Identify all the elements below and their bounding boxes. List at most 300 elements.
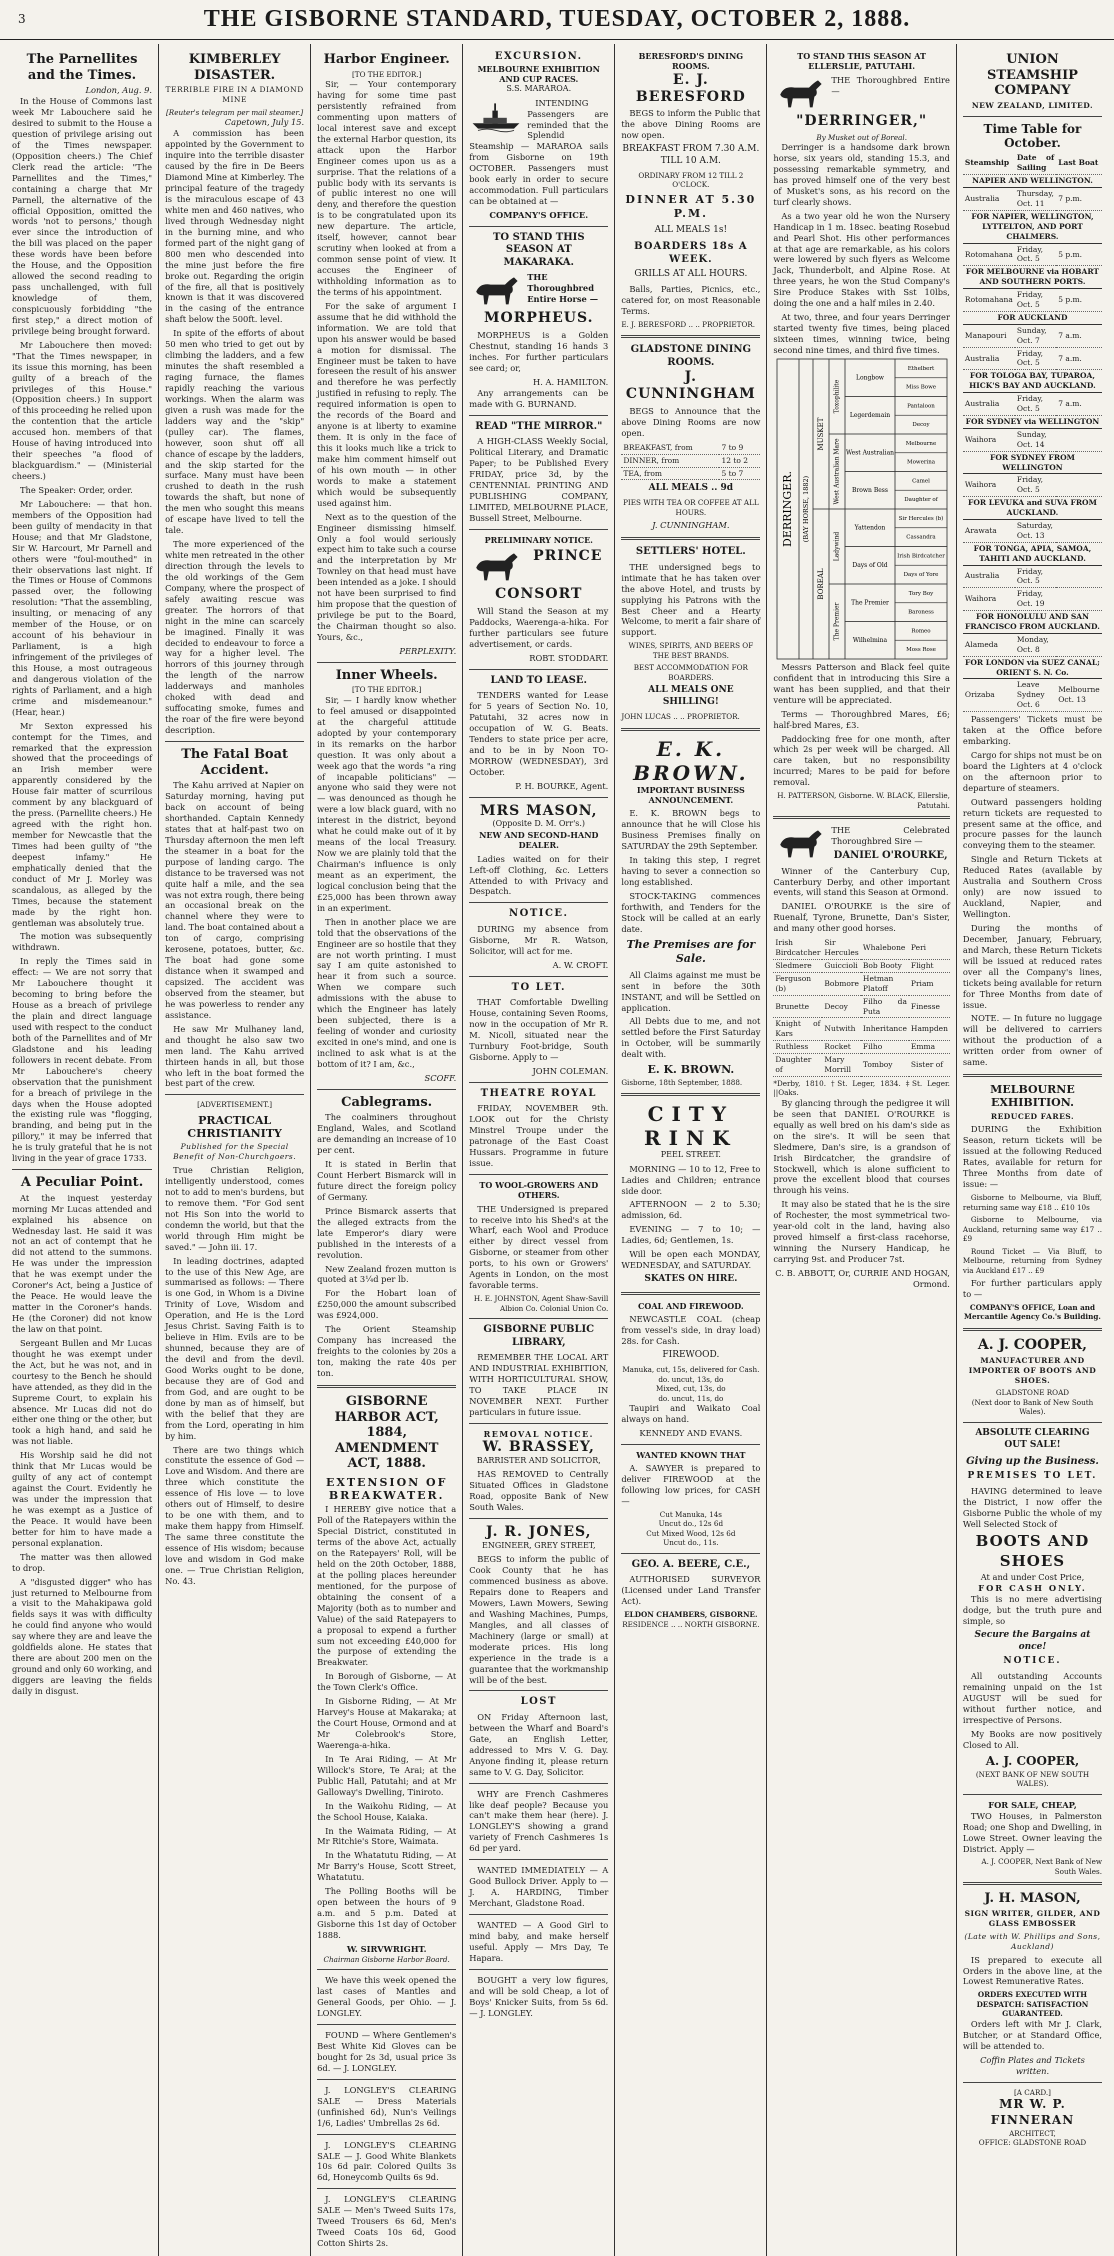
classified-ad: WHY are French Cashmeres like deaf people? Because you can't make them hear (here). J. LONGLEY'S showing a grand variety of French Cashmeres 1s 6d per yard. [469,1788,609,1854]
timetable-route-row [963,542,1102,565]
timetable-route: FOR NAPIER, WELLINGTON, LYTTELTON, AND PORT CHALMERS. [963,210,1102,243]
divider [621,728,760,731]
pedigree-chart-derringer [773,359,950,659]
divider [621,1093,760,1096]
ad-signature: C. B. ABBOTT, Or, CURRIE AND HOGAN, Ormond. [775,1267,950,1289]
pedigree-ancestor: Baroness [907,609,934,616]
ad-paragraph: AFTERNOON — 2 to 5.30; admission, 6d. [621,1199,761,1221]
article-paragraph: It is stated in Berlin that Count Herbert Bismarck will in future direct the foreign policy of Germany. [317,1159,457,1202]
ad-heading: COAL AND FIREWOOD. [637,1300,744,1311]
timetable-row [963,565,1102,588]
timetable-heading: Time Table for October. [983,121,1082,151]
ad-heading: J. R. JONES, [486,1524,592,1541]
ad-subheading: REDUCED FARES. [990,1111,1075,1121]
ad-subheading: BARRISTER AND SOLICITOR, [476,1455,601,1465]
pedigree-cell: Filho [861,1041,909,1054]
ad-paragraph: It may also be stated that he is the sire of Rochester, the most symmetrical two-year-old colt in the land, having also proved himself a first-class racehorse, winning the Nursery Handicap, he carrying 9st. and Producer 7st. [773,1199,950,1265]
pedigree-cell: Sister of [909,1054,950,1077]
timetable-cell: Arawata [963,519,1015,542]
divider [469,1914,608,1915]
classified-ad: FOUND — Where Gentlemen's Best White Kid Gloves can be bought for 2s 3d, usual price 3s 6d. — J. LONGLEY. [317,2030,457,2073]
ad-lead: THE Thoroughbred Entire — [831,74,950,96]
divider [12,1169,152,1170]
pedigree-cell: Hetman Platoff [861,972,909,995]
article-heading-peculiar-point: A Peculiar Point. [20,1175,144,1191]
ad-paragraph: In taking this step, I regret having to sever a connection so long established. [621,855,761,888]
divider [963,1882,1102,1885]
article-paragraph: At the inquest yesterday morning Mr Lucas attended and explained his absence on Wednesday last. He said it was not an act of contempt that he did not attend to the summons. He was under the impression that he was exempt under the Coroner's Act, being a Justice of the Peace. He would leave the matter in the Coroner's hands. He (the Coroner) did not know the law on that point. [12,1192,153,1334]
divider [963,116,1102,117]
meal-times-table [621,442,760,481]
timetable-cell: Friday, Oct. 5 [1015,565,1056,588]
ad-line: PIES WITH TEA OR COFFEE AT ALL HOURS. [623,498,759,517]
pedigree-row [773,1041,950,1054]
divider [469,226,608,227]
pedigree-ancestor: Longbow [855,374,884,382]
pedigree-cell: Knight of Kars [773,1018,822,1041]
timetable-row [963,474,1102,497]
column-5 [614,44,766,2256]
pedigree-ancestor: Tory Boy [908,590,933,597]
pedigree-ancestor: Daughter of [903,497,938,504]
ad-line: The Premises are for Sale. [626,937,756,966]
pedigree-ancestor: Irish Birdcatcher [896,553,945,560]
timetable-route-row [963,370,1102,393]
ad-paragraph: TENDERS wanted for Lease for 5 years of Section No. 10, Patutahi, 32 acres now in occupation of W. G. Beats. Tenders to state price per acre, and to be in by Noon TO-MORROW (WEDNESDAY), 3rd October. [469,690,609,777]
ad-signature: KENNEDY AND EVANS. [639,1427,743,1438]
divider [317,2079,456,2080]
ad-signature: A. J. COOPER, [985,1753,1080,1768]
meal-time-cell: 5 to 7 [719,467,760,480]
pedigree-cell: Bob Booty [861,959,909,972]
ad-paragraph: Will Stand the Season at my Paddocks, Waerenga-a-hika. For further particulars see future advertisement, or cards. [469,606,609,649]
ad-paragraph: All outstanding Accounts remaining unpaid on the 1st AUGUST will be sued for without further notice, and irrespective of Persons. [962,1671,1102,1726]
pedigree-row [773,959,950,972]
article-paragraph: For the Hobart loan of £250,000 the amount subscribed was £924,000. [317,1288,457,1321]
ad-paragraph: MORNING — 10 to 12, Free to Ladies and Children; entrance side door. [621,1163,761,1196]
timetable-cell: Rotomahana [963,243,1015,266]
meal-time-cell: TEA, from [621,467,719,480]
article-paragraph: Prince Bismarck asserts that the alleged extracts from the late Emperor's diary were published in the interests of a revolution. [317,1205,457,1260]
timetable-cell: Sunday, Oct. 14 [1015,428,1056,451]
ad-paragraph: EVENING — 7 to 10; — Ladies, 6d; Gentlemen, 1s. [621,1224,761,1246]
ad-paragraph: Winner of the Canterbury Cup, Canterbury Derby, and other important events, will stand this Season at Ormond. [773,865,950,898]
article-paragraph: The motion was subsequently withdrawn. [12,931,153,953]
ad-paragraph: MORPHEUS is a Golden Chestnut, standing 16 hands 3 inches. For further particulars see card; or, [469,330,609,374]
ad-line: ORDERS EXECUTED WITH DESPATCH: SATISFACTION GUARANTEED. [976,1990,1089,2019]
divider [621,537,760,540]
ship-icon [469,98,523,134]
pedigree-row [773,995,950,1018]
ad-paragraph: Messrs Patterson and Black feel quite confident that in introducing this Sire a want has been supplied, and that their venture will be appreciated. [773,661,950,705]
ad-line: BOARDERS 18s A WEEK. [634,240,748,266]
ad-subheading: (Opposite D. M. Orr's.) [492,819,586,829]
timetable-cell: 7 a.m. [1056,347,1102,370]
ad-paragraph: Cargo for ships not must be on board the Lighters at 4 o'clock on the afternoon prior to departure of steamers. [962,749,1102,793]
timetable-row [963,679,1102,712]
timetable-header-cell: Date of Sailing [1015,152,1056,174]
pedigree-ancestor: Melbourne [905,440,936,447]
ad-paragraph: REMEMBER THE LOCAL ART AND INDUSTRIAL EXHIBITION, WITH HORTICULTURAL SHOW, TO TAKE PLACE IN NOVEMBER NEXT. Further particulars in future issue. [469,1352,609,1417]
classified-ad: J. LONGLEY'S CLEARING SALE — Men's Tweed Suits 17s, Tweed Trousers 6s 6d, Men's Tweed Coats 10s 6d, Good Cotton Shirts 2s. [317,2194,457,2249]
ad-heading: GISBORNE PUBLIC LIBRARY, [483,1324,595,1348]
divider [469,1518,608,1519]
ad-label: [A CARD.] [1013,2087,1051,2097]
timetable-route: FOR SYDNEY FROM WELLINGTON [963,451,1102,474]
ad-subheading: NEW AND SECOND-HAND DEALER. [479,829,599,851]
horse-icon [773,75,827,111]
timetable-route: FOR MELBOURNE via HOBART AND SOUTHERN PORTS. [963,266,1102,289]
ad-signature: A. J. COOPER, Next Bank of New South Wales. [981,1857,1102,1876]
ad-paragraph: Outward passengers holding return tickets are requested to present same at the office, and procure passes for the launch conveying them to the steamer. [962,796,1102,851]
column-2 [158,44,310,2256]
ad-line: ABSOLUTE CLEARING OUT SALE! [975,1427,1090,1450]
ad-line: DINNER AT 5.30 P.M. [625,192,757,221]
pedigree-sire: MUSKET [816,417,825,451]
ad-line: ORDINARY FROM 12 TILL 2 O'CLOCK. [638,170,744,190]
notice-signature: W. SIRVWRIGHT. [346,1943,427,1954]
article-heading-kimberley: KIMBERLEY DISASTER. [188,52,281,83]
ad-signature: J. CUNNINGHAM. [652,520,730,531]
timetable-cell: Friday, Oct. 5 [1015,474,1056,497]
timetable-cell: 7 p.m. [1056,188,1102,211]
ad-paragraph: Terms — Thoroughbred Mares, £6; half-bred Mares, £3. [773,708,950,730]
ad-ship-name: S.S. MARAROA. [506,84,572,94]
sawyer-price-list [621,1510,760,1548]
price-line: Manuka, cut, 15s, delivered for Cash. [622,1365,760,1375]
divider [621,335,760,338]
timetable-cell: Australia [963,565,1015,588]
timetable-route: FOR HONOLULU AND SAN FRANCISCO FROM AUCKLAND. [963,611,1102,634]
ad-signature: H. E. JOHNSTON, Agent Shaw-Savill Albion Co. Colonial Union Co. [473,1294,609,1313]
timetable-row [963,633,1102,656]
divider [963,1422,1102,1423]
article-paragraph: In spite of the efforts of about 50 men who tried to get out by climbing the ladders, and a few minutes the shaft resembled a raging furnace, the flames rapidly reaching the various workings. When the alarm was given a rush was made for the ladders way and the "skip" (pulley car). The flames, however, soon shut off all chance of escape by the ladders, and the skip started for the surface. Many must have been crushed to death in the rush towards the shaft, but none of the men who sought this means of escape have lived to tell the tale. [165,328,305,536]
price-line: Cut Manuka, 14s [659,1509,722,1519]
ad-paragraph: FRIDAY, NOVEMBER 9th. LOOK out for the Christy Minstrel Troupe under the patronage of the East Coast Hussars. Programme in future issue. [469,1103,609,1168]
ad-paragraph: All Debts due to me, and not settled before the First Saturday in October, will be summarily dealt with. [621,1016,761,1060]
pedigree-ancestor: Camel [911,478,930,485]
article-paragraph: There are two things which constitute the essence of God — Love and Wisdom. And there are three which constitute the essence of His love — to love others out of Himself, to desire to be one with them, and to make them happy from Himself. The same three constitute the essence of His wisdom; because love and wisdom in God make one. — True Christian Religion, No. 43. [165,1444,305,1586]
timetable-cell: Friday, Oct. 5 [1015,347,1056,370]
timetable-cell: Friday, Oct. 5 [1015,243,1056,266]
article-paragraph: The more experienced of the white men retreated in the other direction through the levels to the old workings of the Gem Company, where the prospect of safely awaiting rescue was greater. The horrors of that night in the mine can scarcely be imagined. Finally it was decided to endeavour to force a way for a higher level. The horrors of this journey through the length of the narrow ladderways and manholes choked with dead and suffocating smoke, fumes and the roar of the fire were beyond description. [165,539,305,736]
ad-paragraph: My Books are now positively Closed to All. [962,1729,1102,1750]
ad-line: FOR CASH ONLY. [978,1582,1087,1593]
divider [469,797,608,798]
price-line: Mixed, cut, 13s, do [656,1384,726,1394]
timetable-route-row [963,656,1102,679]
ad-heading: E. K. BROWN. [633,736,749,785]
byline: [TO THE EDITOR.] [351,69,422,79]
letter-signature: PERPLEXITY. [399,645,457,656]
ad-paragraph: Any arrangements can be made with G. BURNAND. [469,387,609,409]
ad-heading: MR W. P. FINNERAN [990,2097,1075,2127]
ad-line: Secure the Bargains at once! [974,1629,1091,1652]
ad-paragraph: Passengers' Tickets must be taken at the Office before embarking. [962,714,1102,746]
divider [469,415,608,416]
pedigree-cell: Brunette [773,995,822,1018]
horse-icon [469,272,523,308]
pedigree-cell: Bobmore [822,972,860,995]
column-6 [766,44,956,2256]
classified-ad: WANTED IMMEDIATELY — A Good Bullock Driver. Apply to — J. A. HARDING, Timber Merchant, Gladstone Road. [469,1865,609,1909]
timetable-cell: Australia [963,188,1015,211]
pedigree-cell: Filho da Puta [861,995,909,1018]
price-line: Uncut do., 12s 6d [658,1519,724,1529]
ad-heading: GLADSTONE DINING ROOMS. [630,344,752,368]
classified-ad: WANTED — A Good Girl to mind baby, and make herself useful. Apply — Mrs Day, Te Hapara. [469,1919,609,1963]
ad-heading: TO LET. [511,981,566,993]
article-subheading: TERRIBLE FIRE IN A DIAMOND MINE [165,85,304,105]
timetable-route: FOR TONGA, APIA, SAMOA, TAHITI AND AUCKLAND. [963,542,1102,565]
pedigree-cell: Finesse [909,995,950,1018]
ad-paragraph: HAS REMOVED to Centrally Situated Offices in Gladstone Road, opposite Bank of New South Wales. [469,1469,609,1513]
ad-signature: E. J. BERESFORD .. .. PROPRIETOR. [621,319,756,329]
timetable-cell: Thursday, Oct. 11 [1015,188,1056,211]
ad-paragraph: BEGS to Announce that the above Dining Rooms are now open. [621,406,761,438]
article-paragraph: Next as to the question of the Engineer dismissing himself. Only a fool would seriously expect him to take such a course and the interpretation by Mr Townley on that head must have been intended as a joke. I should not have been surprised to find him propose that the question of privilege be put to the Board, the Chairman thought so also. Yours, &c., [317,511,457,642]
ad-heading: TO STAND THIS SEASON AT ELLERSLIE, PATUTAHI. [797,51,927,72]
ad-paragraph: DANIEL O'ROURKE is the sire of Ruenalf, Tyrone, Brunette, Dan's Sister, and many other good horses. [773,901,950,934]
divider [469,902,608,903]
ad-name: E. J. BERESFORD [635,71,746,105]
article-heading-harbor-engineer: Harbor Engineer. [323,52,450,67]
ad-heading: FOR SALE, CHEAP, [988,1799,1077,1810]
ad-line: RESIDENCE .. .. NORTH GISBORNE. [622,1619,760,1629]
divider [469,976,608,977]
pedigree-ancestor: Legerdemain [849,411,890,419]
pedigree-ancestor: Pantaloon [906,403,935,410]
pedigree-cell: Ruthless [773,1041,822,1054]
meal-time-cell: BREAKFAST, from [621,442,719,454]
ad-signature: E. K. BROWN. [647,1063,735,1077]
pedigree-row [773,972,950,995]
timetable-cell [1056,428,1102,451]
article-paragraph: The Orient Steamship Company has increased the freights to the colonies by 20s a ton, making the rate 40s per ton. [317,1324,457,1378]
ad-paragraph: A HIGH-CLASS Weekly Social, Political Literary, and Dramatic Paper; to be Published Every FRIDAY, price 3d, by the CENTENNIAL PRINTING AND PUBLISHING COMPANY, LIMITED, MELBOURNE PLACE, Bussell Street, Melbourne. [469,436,609,523]
article-paragraph: In the House of Commons last week Mr Labouchere said he desired to submit to the House a question of privilege arising out of the Times newspaper. (Opposition cheers.) The Chief Clerk read the article: "The Parnellites and the Times," containing a charge that Mr Parnell, the alternative of the official Opposition, omitted the words 'not to persons,' though ever since the introduction of the bill was placed on the paper these words have been before the House, and the Opposition allowed the second reading to pass unchallenged, with full knowledge of them, conspicuously forbidding "the first step," a direct motion of privilege being brought forward. [12,96,153,336]
ad-signature: COMPANY'S OFFICE, Loan and Mercantile Agency Co.'s Building. [964,1302,1101,1322]
newspaper-title: THE GISBORNE STANDARD, TUESDAY, OCTOBER 2, 1888. [203,6,911,32]
pedigree-cell: Peri [909,937,950,959]
divider [469,669,608,670]
article-paragraph: In reply the Times said in effect: — We are not sorry that Mr Labouchere thought it becoming to bring before the House as a breach of privilege the plain and direct language used with respect to the conduct both of the Parnellites and of Mr Gladstone and his leading followers in recent debate. From Mr Labouchere's cheery observation that the punishment for a breach of privilege in the days when the House adopted the existing rule was "flogging, branding, and being put in the pillory," it may be inferred that he is truly grateful that he is not living in the year of grace 1733. [12,956,153,1164]
ad-heading: THEATRE ROYAL [480,1087,597,1099]
ad-paragraph: All Claims against me must be sent in before the 30th INSTANT, and will be Settled on application. [621,969,761,1013]
ad-signature: H. PATTERSON, Gisborne. W. BLACK, Ellerslie, Patutahi. [777,791,950,810]
pedigree-cell: Flight [909,959,950,972]
article-paragraph: Sir, — I hardly know whether to feel amused or disappointed at the chargeful attitude adopted by your contemporary in its remarks on the harbor question. It was only about a week ago that the words "a ring of incapable politicians" — anyone who said they were not — was denounced as though he were a low black guard, with no interest in the district, beyond what he could make out of it by means of the local Treasury. Now we are plainly told that the Chairman's influence is only meant as an experiment, the logical conclusion being that the £25,000 has been thrown away in an experiment. [317,694,457,913]
divider [469,1783,608,1784]
pedigree-cell: Nutwith [822,1018,860,1041]
divider [165,741,304,742]
ad-paragraph: Will be open each MONDAY, WEDNESDAY, and SATURDAY. [621,1249,761,1271]
pedigree-cell: Whalebone [861,937,909,959]
ad-subheading: PEEL STREET. [660,1150,721,1160]
price-line: do. uncut, 11s, do [658,1393,724,1403]
pedigree-title: DERRINGER. [780,470,794,547]
divider [317,2134,456,2135]
advert-label: [ADVERTISEMENT.] [197,1100,273,1110]
pedigree-ancestor: West Australian [845,449,894,457]
ad-line: At and under Cost Price, [980,1572,1085,1583]
timetable-route: FOR AUCKLAND [963,311,1102,324]
divider [963,2082,1102,2083]
article-paragraph: The matter was then allowed to drop. [12,1551,153,1573]
divider [773,816,950,819]
ad-heading: W. BRASSEY, [482,1439,595,1456]
ad-heading: NOTICE. [509,908,569,920]
ad-heading: CITY RINK [644,1102,738,1151]
ad-morpheus [469,232,608,270]
ad-lead: THE Celebrated Thoroughbred Sire — [831,825,950,847]
divider [469,1318,608,1319]
timetable-cell: Alameda [963,633,1015,656]
timetable-route: FOR LEVUKA and SUVA FROM AUCKLAND. [963,497,1102,520]
timetable-row [963,428,1102,451]
ad-heading: TO STAND THIS SEASON AT MAKARAKA. [492,231,585,268]
ad-signature: A. W. CROFT. [552,959,609,970]
ad-signature: (NEXT BANK OF NEW SOUTH WALES). [975,1769,1090,1789]
ad-paragraph: STOCK-TAKING commences forthwith, and Tenders for the Stock will be called at an early date. [621,890,761,934]
timetable-cell: Friday, Oct. 5 [1015,393,1056,416]
ad-paragraph: NOTE. — In future no luggage will be delivered to carriers without the production of a written order from owner of same. [962,1013,1102,1068]
divider [469,1690,608,1691]
divider [165,1094,304,1095]
divider [963,1074,1102,1077]
horse-icon [469,548,523,584]
ad-heading: SETTLERS' HOTEL. [635,546,746,558]
ad-heading: LAND TO LEASE. [490,674,587,686]
ad-paragraph: By glancing through the pedigree it will be seen that DANIEL O'ROURKE is equally as well bred on his dam's side as on the sire's. It will be seen that Sledmere, Dan's sire, is a grandson of Irish Birdcatcher, the grandsire of Stockwell, which is alone sufficient to prove the excellent blood that courses through his veins. [773,1097,950,1196]
timetable-route: FOR LONDON via SUEZ CANAL; ORIENT S. N. Co. [963,656,1102,679]
timetable-route-row [963,311,1102,324]
article-paragraph: Mr Sexton expressed his contempt for the Times, and remarked that the expression showed that the proceedings of an Irish member were apparently considered by the House fair matter of scurrilous comment by any blackguard of the press. (Parnellite cheers.) He agreed with the right hon. member for Newcastle that the Times had been guilty of "the deepest infamy." He emphatically denied that the conduct of Mr J. Morley was scandalous, as alleged by the Times, because the statement made by the right hon. gentleman was absolutely true. [12,720,153,928]
article-heading-parnellites: The Parnellites and the Times. [26,52,138,83]
column-3 [310,44,462,2256]
ad-signature: JOHN LUCAS .. .. PROPRIETOR. [621,712,740,722]
timetable-route-row [963,451,1102,474]
column-7 [956,44,1108,2256]
ad-signature: P. H. BOURKE, Agent. [515,780,609,791]
timetable-cell [1056,474,1102,497]
ad-paragraph: THE undersigned begs to intimate that he has taken over the above Hotel, and trusts by supplying his Patrons with the Best Cheer and a Hearty Welcome, to merit a fair share of support. [621,561,761,638]
timetable-route-row [963,611,1102,634]
notice-heading-breakwater: EXTENSION OF BREAKWATER. [325,1475,448,1503]
pedigree-ancestor: Cassandra [905,534,936,541]
classified-ad: BOUGHT a very low figures, and will be sold Cheap, a lot of Boys' Knicker Suits, from 5s 6d. — J. LONGLEY. [469,1974,609,2018]
pedigree-ancestor: Miss Bowe [905,384,936,391]
timetable-route-row [963,175,1102,188]
ad-paragraph: DURING the Exhibition Season, return tickets will be issued at the following Reduced Rates, available for return for Three Months from date of issue: — [962,1124,1102,1190]
pedigree-ancestor: Ladywind [833,531,841,562]
divider [469,1423,608,1424]
timetable-row [963,393,1102,416]
ad-heading-cooper: A. J. COOPER, [977,1336,1088,1353]
timetable-cell [1056,633,1102,656]
pedigree-ancestor: Ethelbert [907,365,934,372]
pedigree-cell: Rocket [822,1041,860,1054]
meal-time-row [621,467,760,480]
ad-line: Giving up the Business. [966,1455,1099,1467]
pedigree-row [773,937,950,959]
ad-line: (Next door to Bank of New South Wales). [971,1397,1094,1417]
article-heading-practical-christianity: PRACTICAL CHRISTIANITY [187,1113,282,1141]
timetable-cell [1056,519,1102,542]
notice-paragraph: I HEREBY give notice that a Poll of the Ratepayers within the Special District, constituted in terms of the above Act, actually on the Ratepayers' Roll, will be held on the 20th October, 1888, at the polling places hereunder mentioned, for the purpose of obtaining the consent of a Majority (both as to number and Value) of the said Ratepayers to a proposal to expend a further sum not exceeding £40,000 for the purpose of extending the Breakwater. [317,1504,457,1668]
timetable-row [963,519,1102,542]
timetable-cell: Manapouri [963,324,1015,347]
pedigree-cell: Decoy [822,995,860,1018]
timetable-cell: 7 a.m. [1056,393,1102,416]
article-heading-inner-wheels: Inner Wheels. [335,667,438,683]
timetable-header-cell: Steamship [963,152,1015,174]
timetable-row [963,243,1102,266]
timetable-cell: Orizaba [963,679,1015,712]
divider [469,529,608,530]
pedigree-footnote: *Derby, 1810. †St. Leger, 1834. ‡St. Leger. ||Oaks. [773,1078,950,1098]
timetable-route: FOR TOLOGA BAY, TUPAROA, HICK'S BAY AND AUCKLAND. [963,370,1102,393]
divider [317,662,456,663]
ad-heading-union-steamship: UNION STEAMSHIP COMPANY [986,52,1078,99]
timetable-row [963,188,1102,211]
ad-paragraph: Paddocking free for one month, after which 2s per week will be charged. All care taken, but no responsibility incurred; Mares to be paid for before removal. [773,733,950,788]
ad-subheading: MANUFACTURER AND IMPORTER OF BOOTS AND SHOES. [968,1355,1097,1385]
timetable-row [963,289,1102,312]
ad-paragraph: THE Undersigned is prepared to receive into his Shed's at the Wharf, each Wool and Produce either by direct vessel from Gisborne, or steamer from other ports, to his own or Growers' Agents in London, on the most favorable terms. [469,1203,609,1291]
ad-paragraph: BEGS to inform the Public that the above Dining Rooms are now open. [621,108,761,141]
pedigree-cell: Hampden [909,1018,950,1041]
divider [963,1328,1102,1331]
article-paragraph: Sir, — Your contemporary having for some time past persistently refrained from commenting upon matters of local interest save and except the external Harbor question, its attack upon the Harbor Engineer comes upon us as a surprise. That the relations of a public body with its servants is of public interest no one will deny, and therefore the question is to be congratulated upon its new departure. The article, itself, however, cannot bear scrutiny when looked at from a common sense point of view. It accuses the Engineer of withholding information as to the terms of his appointment. [317,79,457,297]
timetable-header-row [963,152,1102,174]
notice-paragraph: In the Whatatutu Riding, — At Mr Barry's House, Scott Street, Whatatutu. [317,1850,457,1883]
ad-heading-melbourne-exhibition: MELBOURNE EXHIBITION. [990,1083,1075,1110]
timetable-route-row [963,497,1102,520]
ad-paragraph: AUTHORISED SURVEYOR (Licensed under Land Transfer Act). [621,1574,761,1607]
meal-time-row [621,454,760,467]
timetable-route-row [963,266,1102,289]
ad-line: NOTICE. [1003,1656,1062,1667]
timetable-cell: Waihora [963,428,1015,451]
timetable [963,152,1102,712]
horse-name: "DERRINGER," [796,112,928,129]
timetable-row [963,324,1102,347]
timetable-cell [1056,588,1102,611]
timetable-cell: Waihora [963,588,1015,611]
timetable-cell: Leave Sydney Oct. 6 [1015,679,1056,712]
ad-paragraph: Orders left with Mr J. Clark, Butcher, or at Standard Office, will be attended to. [962,2018,1102,2051]
timetable-route-row [963,415,1102,428]
timetable-header-cell: Last Boat [1056,152,1102,174]
pedigree-ancestor: Brown Bess [851,486,888,494]
ad-excursion [469,51,608,95]
ad-heading-mason: J. H. MASON, [984,1891,1081,1907]
meal-time-cell: DINNER, from [621,454,719,467]
ad-paragraph: THAT Comfortable Dwelling House, containing Seven Rooms, now in the occupation of Mr R. M. Nicoll, situated near the Turnbury Foot-bridge, South Gisborne. Apply to — [469,997,609,1062]
pedigree-cell: Priam [909,972,950,995]
notice-heading-harbor-act: GISBORNE HARBOR ACT, 1884, AMENDMENT ACT, 1888. [334,1393,439,1472]
ad-line: GLADSTONE ROAD [995,1388,1070,1398]
ad-heading: BERESFORD'S DINING ROOMS. [638,51,744,72]
timetable-cell: Friday, Oct. 5 [1015,289,1056,312]
ad-subheading: IMPORTANT BUSINESS ANNOUNCEMENT. [636,784,745,805]
ad-paragraph: Balls, Parties, Picnics, etc., catered for, on most Reasonable Terms. [621,284,761,316]
ad-line: BEST ACCOMMODATION FOR BOARDERS. [633,663,748,682]
divider [621,1292,760,1295]
article-paragraph: A commission has been appointed by the Government to inquire into the terrible disaster caused by the fire in De Beers Diamond Mine at Kimberley. The principal feature of the tragedy is the miraculous escape of 43 white men and 460 natives, who lived through Wednesday night in the burning mine, and who formed part of the night gang of 800 men who descended into the mine just before the fire broke out. Regarding the origin of the fire, all that is positively known is that it was discovered in the casing of the entrance shaft below the 500ft. level. [165,128,305,325]
